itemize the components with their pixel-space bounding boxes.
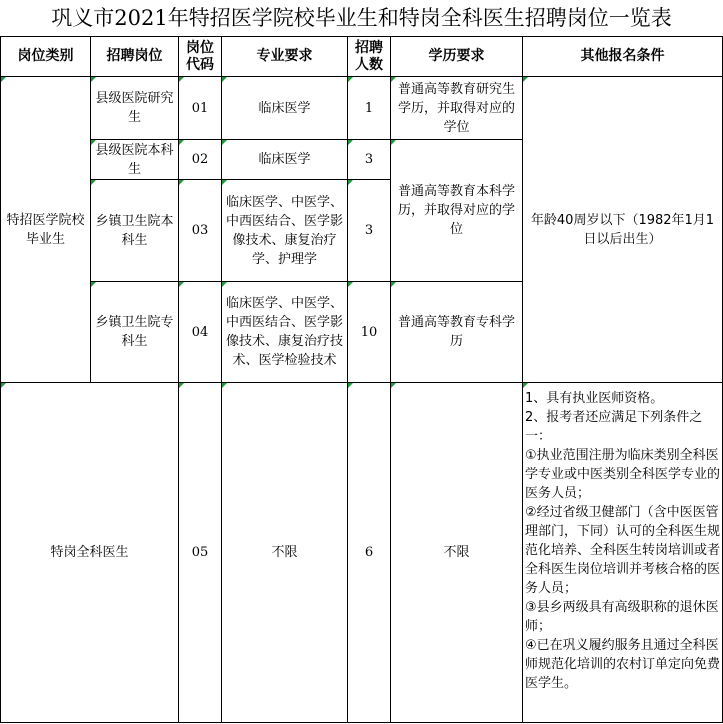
table-row <box>1 77 723 140</box>
header-major: 专业要求 <box>222 37 348 77</box>
position-cell: 特岗全科医生 <box>1 383 179 723</box>
header-position: 招聘岗位 <box>91 37 179 77</box>
count-cell: 3 <box>348 180 391 282</box>
education-cell: 不限 <box>391 383 523 723</box>
education-cell: 普通高等教育研究生学历，并取得对应的学位 <box>391 77 523 140</box>
position-cell: 乡镇卫生院专科生 <box>91 282 179 383</box>
count-cell: 10 <box>348 282 391 383</box>
major-cell: 临床医学 <box>222 140 348 180</box>
code-cell: 03 <box>179 180 222 282</box>
header-category: 岗位类别 <box>1 37 91 77</box>
header-other: 其他报名条件 <box>523 37 723 77</box>
code-cell: 04 <box>179 282 222 383</box>
code-cell: 02 <box>179 140 222 180</box>
position-cell: 县级医院研究生 <box>91 77 179 140</box>
other-conditions-cell: 1、具有执业医师资格。 2、报考者还应满足下列条件之一： ①执业范围注册为临床类别全科医学专业或中医类别全科医学专业的医务人员； ②经过省级卫健部门（含中医医管理部门，下同）认可的全科医生规范化培养、全科医生转岗培训或者全科医生岗位培训并考核合格的医务人员； ③县乡两级具有高级职称的退休医师； ④已在巩义履约服务且通过全科医师规范化培训的农村订单定向免费医学生。 <box>523 383 723 723</box>
recruitment-table <box>0 36 723 723</box>
page-title: 巩义市2021年特招医学院校毕业生和特岗全科医生招聘岗位一览表 <box>51 6 672 30</box>
major-cell: 临床医学、中医学、中西医结合、医学影像技术、康复治疗学、护理学 <box>222 180 348 282</box>
major-cell: 临床医学 <box>222 77 348 140</box>
header-education: 学历要求 <box>391 37 523 77</box>
count-cell: 3 <box>348 140 391 180</box>
header-row <box>1 37 723 77</box>
major-cell: 临床医学、中医学、中西医结合、医学影像技术、康复治疗技术、医学检验技术 <box>222 282 348 383</box>
education-cell: 普通高等教育专科学历 <box>391 282 523 383</box>
count-cell: 1 <box>348 77 391 140</box>
header-code: 岗位代码 <box>179 37 222 77</box>
major-cell: 不限 <box>222 383 348 723</box>
header-count: 招聘人数 <box>348 37 391 77</box>
count-cell: 6 <box>348 383 391 723</box>
position-cell: 乡镇卫生院本科生 <box>91 180 179 282</box>
code-cell: 05 <box>179 383 222 723</box>
category-cell: 特招医学院校毕业生 <box>1 77 91 383</box>
education-cell: 普通高等教育本科学历，并取得对应的学位 <box>391 140 523 282</box>
code-cell: 01 <box>179 77 222 140</box>
other-conditions-cell: 年龄40周岁以下（1982年1月1日以后出生） <box>523 77 723 383</box>
position-cell: 县级医院本科生 <box>91 140 179 180</box>
table-row <box>1 383 723 723</box>
